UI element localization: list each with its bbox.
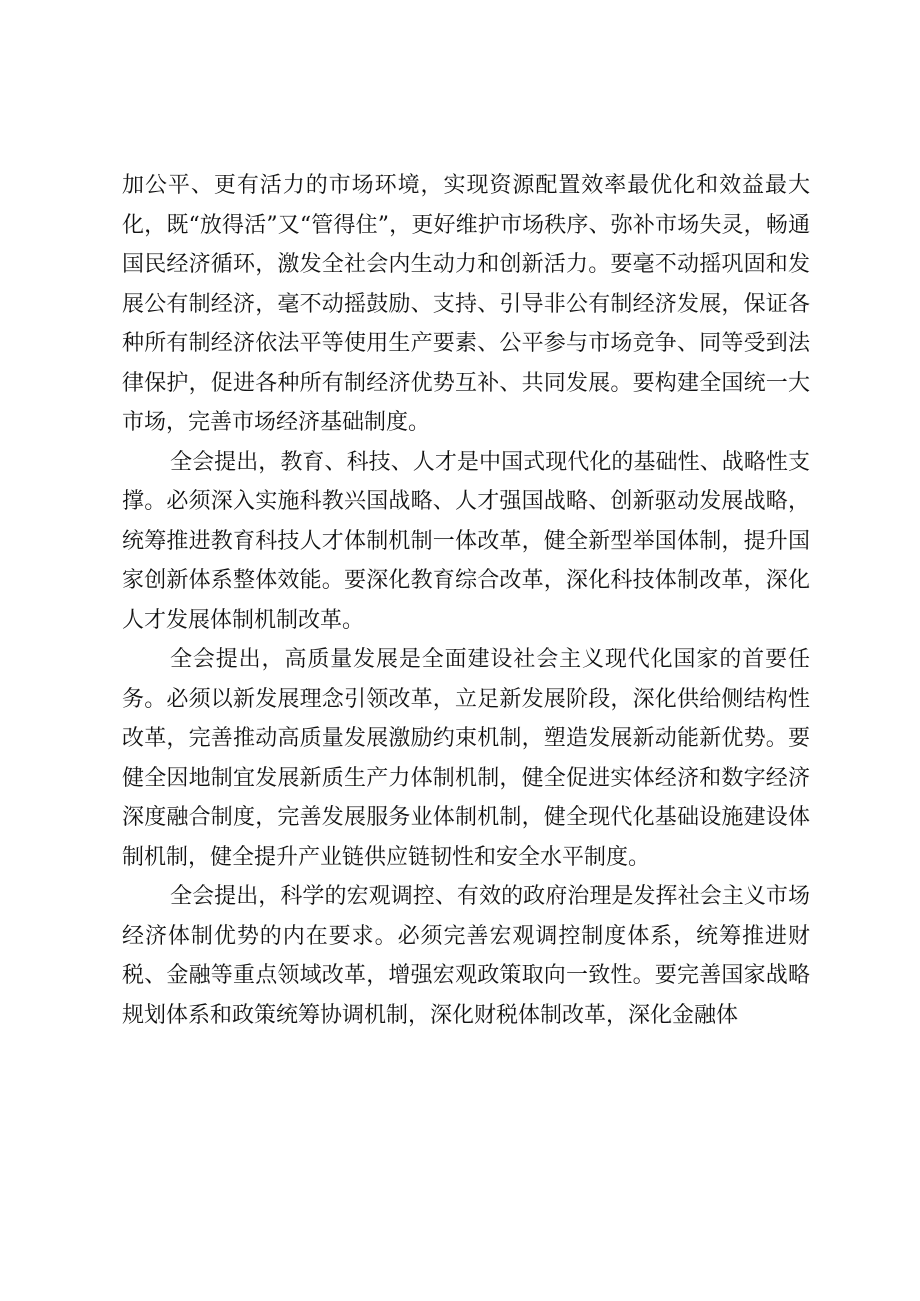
paragraph-macro-regulation: 全会提出，科学的宏观调控、有效的政府治理是发挥社会主义市场经济体制优势的内在要求。必须完善宏观调控制度体系，统筹推进财税、金融等重点领域改革，增强宏观政策取向一致性。要完善国家战略规划体系和政策统筹协调机制，深化财税体制改革，深化金融体: [122, 884, 810, 1028]
paragraph-market-environment: 加公平、更有活力的市场环境，实现资源配置效率最优化和效益最大化，既“放得活”又“管得住”，更好维护市场秩序、弥补市场失灵，畅通国民经济循环，激发全社会内生动力和创新活力。要毫不动摇巩固和发展公有制经济，毫不动摇鼓励、支持、引导非公有制经济发展，保证各种所有制经济依法平等使用生产要素、公平参与市场竞争、同等受到法律保护，促进各种所有制经济优势互补、共同发展。要构建全国统一大市场，完善市场经济基础制度。: [122, 173, 810, 435]
document-body: [122, 166, 810, 1035]
paragraph-high-quality-development: 全会提出，高质量发展是全面建设社会主义现代化国家的首要任务。必须以新发展理念引领改革，立足新发展阶段，深化供给侧结构性改革，完善推动高质量发展激励约束机制，塑造发展新动能新优势。要健全因地制宜发展新质生产力体制机制，健全促进实体经济和数字经济深度融合制度，完善发展服务业体制机制，健全现代化基础设施建设体制机制，健全提升产业链供应链韧性和安全水平制度。: [122, 647, 810, 870]
paragraph-education-science-talent: 全会提出，教育、科技、人才是中国式现代化的基础性、战略性支撑。必须深入实施科教兴国战略、人才强国战略、创新驱动发展战略，统筹推进教育科技人才体制机制一体改革，健全新型举国体制，提升国家创新体系整体效能。要深化教育综合改革，深化科技体制改革，深化人才发展体制机制改革。: [122, 449, 810, 633]
